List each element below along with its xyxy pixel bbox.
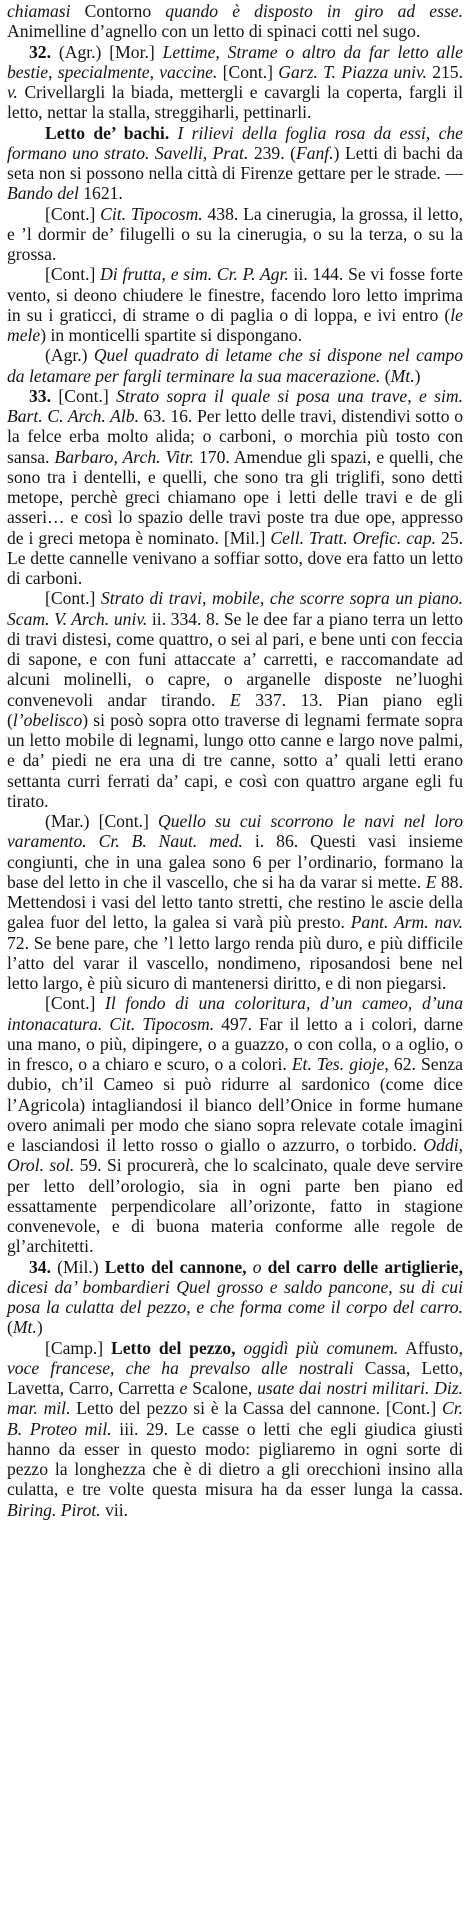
paragraph [7,588,463,811]
sense-number: 33. [29,385,51,406]
text-run: Crivellargli la biada, mettergli e cavargli la coperta, fargli il letto, nettar la stalla, streggiharli, pettinarli. [7,82,463,123]
paragraph [7,386,463,589]
text-run: 170. Amendue gli spazi, e quelli, che sono tra i dentelli, e quelli, che sono tra gli triglifi, sono detti metope, perchè greci chiamano ope i letti delle travi e de gli asseri… e così lo spazio delle travi poste tra due ope, appresso de i greci metopa è nominato. [Mil.] [7,446,463,548]
italic-run: Cr. B. Proteo mil. [7,1398,464,1439]
italic-run: Quel quadrato di letame che si dispone nel campo da letamare per fargli terminare la sua macerazione. [7,345,464,386]
paragraph [7,811,463,993]
text-run: (Agr.) [45,345,94,366]
italic-run: Lettime, Strame o altro da far letto alle bestie, specialmente, vaccine. [7,41,463,82]
text-run: [Cont.] [45,203,101,224]
text-run: 88. Mettendosi i vasi del letto tanto stretti, che restino le ascie della galea fuor del letto, la galea si varà più presto. [7,871,464,933]
paragraph [7,264,463,345]
italic-run: o [252,1256,262,1277]
entry-section-s33 [7,386,463,1257]
text-run: ) Letti di bachi da seta non si possono nella città di Firenze gettare per le strade. — [7,142,463,183]
italic-run: E [229,689,241,710]
italic-run: Cit. Tipocosm. [100,203,203,224]
bold-headword: Letto de’ bachi. [45,122,170,143]
text-run: , 62. Senza dubio, ch’il Cameo si può ridurre al sardonico (come dice l’Agricola) intagliandosi il bianco dell’Onice in forme humane overo animali per modo che siano sopra relevate cotale imagini e lasciandosi il letto rosso o giallo o azzurro, o torbido. [7,1054,463,1155]
italic-run: Oddi, Orol. sol. [7,1135,463,1176]
italic-run: I rilievi della foglia rosa da essi, che formano uno strato. Savelli, Prat. [7,122,463,163]
bold-headword: del carro delle artiglierie, [267,1256,463,1277]
text-run: ii. 334. 8. Se le dee far a piano terra un letto di travi distesi, come quattro, o sei al pari, e bene unti con feccia di sapone, e con funi attaccate a’ carretti, e raccomandate ad alcuni molinelli, o capre, o arganelle disposte ne’luoghi convenevoli andar tirando. [7,608,463,710]
paragraph [7,123,463,204]
text-run [169,123,177,143]
text-run: [Camp.] [45,1337,111,1358]
text-run: [Cont.] [45,264,101,285]
sense-number: 34. [29,1256,51,1277]
text-run: 59. Si procurerà, che lo scalcinato, quale deve servire per letto dell’orologio, sia in ogni parte ben piano ed essattamente perpendicolare all’orizonte, fatto in stagione convenevole, e di buona materia conforme alle regole de gl’architetti. [7,1155,464,1257]
text-run: Scalone, [187,1378,258,1398]
text-run: 215. [426,61,463,82]
text-run: Cassa, Letto, Lavetta, Carro, Carretta [7,1357,463,1398]
sense-number: 32. [29,41,51,62]
text-run: Animelline d’agnello con un letto di spinaci cotti nel sugo. [7,21,421,42]
paragraph [7,1,463,42]
text-run: iii. 29. Le casse o letti che egli giudica giusti hanno da esser in questo modo: pigliaremo in ogni sorte di pezzo la longhezza che è di dietro a gli orecchioni insino alla culatta, e tre volte questa misura ha da esser lunga la cassa. [7,1418,463,1500]
text-run: 72. Se bene pare, che ’l letto largo renda più duro, e più difficile l’atto del varar il vascello, nondimeno, riposandosi bene nel letto largo, è più sicuro di mantenersi diritto, e di non piegarsi. [7,932,463,993]
italic-run: Strato sopra il quale si posa una trave, e sim. Bart. C. Arch. Alb. [7,385,463,426]
text-run: 497. Far il letto a i colori, darne una mano, o più, dipingere, o a guazzo, o con colla, o a oglio, o in fresco, o a chiaro e scuro, o a colori. [7,1013,463,1074]
italic-run: usate dai nostri militari. Diz. mar. mil. [7,1378,463,1419]
italic-run: Mt. [12,1317,37,1338]
italic-run: quando è disposto in giro ad esse. [165,1,464,21]
italic-run: E [425,871,437,892]
italic-run: Fanf. [295,142,334,163]
paragraph [7,345,463,386]
text-run: [Cont.] [51,385,117,406]
text-run: ) si posò sopra otto traverse di legnami fermate sopra un letto mobile di legnami, lungo otto canne e largo nove palmi, e da’ piedi ne era una di tre canne, sotto a’ quali letti erano settanta curri ferrati da’ capi, e così con quattro argane egli fu tirato. [7,709,463,811]
text-run: [Cont.] [45,588,101,609]
text-run: 239. ( [248,142,296,163]
italic-run: Pant. Arm. nav. [350,912,463,933]
italic-run: Et. Tes. gioje [291,1054,385,1074]
italic-run: Barbaro, Arch. Vitr. [54,446,195,467]
entry-section-s34 [7,1257,463,1520]
dictionary-entry-text [7,1,463,1520]
text-run: vii. [100,1499,129,1520]
text-run: ( [380,365,391,386]
italic-run: oggidì più comunem. [243,1337,399,1358]
bold-headword: Letto del cannone, [104,1256,247,1277]
text-run: (Mar.) [Cont.] [45,811,159,831]
paragraph [7,1257,463,1338]
text-run: 63. 16. Per letto delle travi, distendivi sotto o la felce erba molto alida; o carboni, o morchia più tosto con sansa. [7,406,463,467]
paragraph [7,204,463,265]
paragraph [7,42,463,123]
text-run: 337. 13. Pian piano egli ( [7,689,463,730]
entry-section-s32 [7,42,463,386]
paragraph [7,993,463,1256]
italic-run: dicesi da’ bombardieri Quel grosso e saldo pancone, su di cui posa la culatta del pezzo, e che forma come il corpo del carro. [7,1276,463,1317]
text-run: [Cont.] [217,61,279,82]
text-run: (Agr.) [Mor.] [51,41,163,62]
text-run: 25. Le dette cannelle venivano a soffiar sotto, dove era fatto un letto di carboni. [7,527,464,588]
text-run: (Mil.) [51,1256,105,1277]
italic-run: Cell. Tratt. Orefic. cap. [270,527,437,548]
italic-run: e [179,1378,188,1398]
italic-run: l’obelisco [12,709,83,730]
paragraph [7,1338,463,1520]
italic-run: Mt. [390,365,415,386]
italic-run: le mele [7,304,463,345]
text-run: ( [7,1317,13,1338]
italic-run: Il fondo di una coloritura, d’un cameo, d’una intonacatura. Cit. Tipocosm. [7,993,463,1034]
text-run: Letto del pezzo si è la Cassa del cannone. [Cont.] [70,1398,442,1419]
text-run: 438. La cinerugia, la grossa, il letto, e ’l dormir de’ filugelli o su la cinerugia, o su la terza, o su la grossa. [7,203,463,264]
entry-section-s0 [7,1,463,42]
italic-run: Di frutta, e sim. Cr. P. Agr. [100,264,289,285]
text-run: Affusto, [398,1337,463,1358]
text-run: ) in monticelli spartite si dispongano. [40,325,303,345]
text-run: Contorno [70,1,166,21]
italic-run: v. [7,82,18,102]
text-run: [Cont.] [45,993,106,1014]
text-run: ) [36,1317,43,1338]
italic-run: Garz. T. Piazza univ. [278,61,427,82]
text-run: 1621. [78,183,123,204]
italic-run: chiamasi [7,1,71,21]
text-run: ii. 144. Se vi fosse forte vento, si deono chiudere le finestre, facendo loro letto imprima in su i graticci, di strame o di paglia o di loppa, e ivi entro ( [7,264,463,325]
italic-run: Biring. Pirot. [7,1499,101,1520]
text-run: i. 86. Questi vasi insieme congiunti, che in una galea sono 6 per l’ordinario, formano la base del letto in che il vascello, che si ha da varar si mette. [7,831,463,892]
italic-run: Strato di travi, mobile, che scorre sopra un piano. Scam. V. Arch. univ. [7,588,464,629]
text-run: ) [414,365,421,386]
italic-run: voce francese, che ha prevalso alle nostrali [7,1357,354,1378]
italic-run: Quello su cui scorrono le navi nel loro varamento. Cr. B. Naut. med. [7,811,463,852]
italic-run: Bando del [7,183,79,204]
bold-headword: Letto del pezzo, [110,1337,236,1358]
